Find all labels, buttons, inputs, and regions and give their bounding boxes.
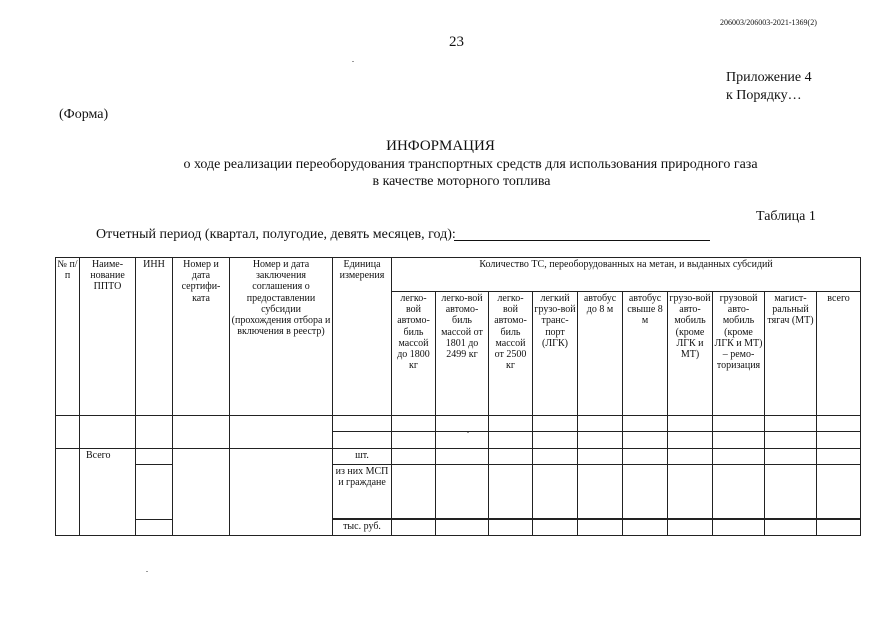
page-number: 23 bbox=[449, 34, 464, 50]
table-cell[interactable] bbox=[392, 520, 436, 536]
table-cell[interactable] bbox=[533, 520, 578, 536]
header-num: № п/п bbox=[56, 258, 80, 416]
table-cell[interactable] bbox=[436, 465, 489, 519]
table-cell[interactable] bbox=[173, 416, 230, 449]
table-cell[interactable] bbox=[623, 416, 668, 432]
table-cell[interactable] bbox=[533, 465, 578, 519]
subheader-bus-over-8m: автобус свыше 8 м bbox=[623, 292, 668, 416]
table-cell[interactable] bbox=[817, 416, 861, 432]
scan-speck bbox=[146, 571, 148, 572]
table-cell[interactable] bbox=[623, 449, 668, 465]
subheader-truck: грузо-вой авто-мобиль (кроме ЛГК и МТ) bbox=[668, 292, 713, 416]
table-cell[interactable] bbox=[578, 520, 623, 536]
unit-rub: тыс. руб. bbox=[333, 520, 392, 536]
table-cell[interactable] bbox=[765, 432, 817, 449]
table-cell[interactable] bbox=[392, 416, 436, 432]
table-cell[interactable] bbox=[136, 449, 173, 465]
subheader-light-car-2500: легко-вой автомо-биль массой от 2500 кг bbox=[489, 292, 533, 416]
table-cell[interactable] bbox=[713, 432, 765, 449]
table-cell[interactable] bbox=[392, 432, 436, 449]
table-cell[interactable] bbox=[533, 432, 578, 449]
appendix-line-1: Приложение 4 bbox=[726, 70, 812, 85]
table-cell[interactable] bbox=[56, 449, 80, 536]
subheader-light-car-1801-2499: легко-вой автомо-биль массой от 1801 до 2499 кг bbox=[436, 292, 489, 416]
reporting-period-label: Отчетный период (квартал, полугодие, девять месяцев, год): bbox=[96, 227, 456, 242]
table-cell[interactable] bbox=[578, 465, 623, 519]
document-subtitle-line-1: о ходе реализации переоборудования транспортных средств для использования природного газа bbox=[183, 157, 758, 172]
table-header-row bbox=[56, 258, 861, 292]
scan-speck bbox=[352, 61, 354, 62]
table-cell[interactable] bbox=[533, 449, 578, 465]
table-cell[interactable] bbox=[333, 416, 392, 432]
table-cell[interactable] bbox=[713, 520, 765, 536]
unit-msp: из них МСП и граждане bbox=[333, 465, 392, 519]
table-cell[interactable] bbox=[56, 416, 80, 449]
scan-speck bbox=[467, 432, 469, 433]
table-cell[interactable] bbox=[765, 416, 817, 432]
table-cell[interactable] bbox=[765, 465, 817, 519]
table-cell[interactable] bbox=[436, 432, 489, 449]
table-cell[interactable] bbox=[765, 449, 817, 465]
table-cell[interactable] bbox=[668, 520, 713, 536]
subheader-bus-8m: автобус до 8 м bbox=[578, 292, 623, 416]
table-cell[interactable] bbox=[333, 432, 392, 449]
table-cell[interactable] bbox=[623, 465, 668, 519]
table-cell[interactable] bbox=[713, 449, 765, 465]
table-cell[interactable] bbox=[817, 449, 861, 465]
subheader-truck-remotorization: грузовой авто-мобиль (кроме ЛГК и МТ) – ремо-торизация bbox=[713, 292, 765, 416]
appendix-line-2: к Порядку… bbox=[726, 88, 802, 103]
table-cell[interactable] bbox=[436, 416, 489, 432]
table-cell[interactable] bbox=[489, 449, 533, 465]
table-cell[interactable] bbox=[173, 449, 230, 536]
header-agreement: Номер и дата заключения соглашения о предоставлении субсидии (прохождения отбора и включения в реестр) bbox=[230, 258, 333, 416]
subheader-total: всего bbox=[817, 292, 861, 416]
table-cell[interactable] bbox=[578, 416, 623, 432]
document-subtitle-line-2: в качестве моторного топлива bbox=[372, 174, 551, 189]
table-cell[interactable] bbox=[436, 520, 489, 536]
subheader-light-truck: легкий грузо-вой транс-порт (ЛГК) bbox=[533, 292, 578, 416]
header-inn: ИНН bbox=[136, 258, 173, 416]
report-table bbox=[55, 257, 861, 536]
table-cell[interactable] bbox=[713, 465, 765, 519]
table-cell[interactable] bbox=[668, 449, 713, 465]
table-cell[interactable] bbox=[713, 416, 765, 432]
table-cell[interactable] bbox=[817, 465, 861, 519]
table-cell[interactable] bbox=[533, 416, 578, 432]
table-cell[interactable] bbox=[668, 416, 713, 432]
table-cell[interactable] bbox=[489, 520, 533, 536]
document-id: 206003/206003-2021-1369(2) bbox=[720, 18, 817, 27]
total-label: Всего bbox=[80, 449, 136, 536]
header-vehicle-group: Количество ТС, переоборудованных на метан, и выданных субсидий bbox=[392, 258, 861, 292]
table-cell[interactable] bbox=[392, 465, 436, 519]
table-cell[interactable] bbox=[623, 432, 668, 449]
table-cell[interactable] bbox=[230, 416, 333, 449]
table-cell[interactable] bbox=[578, 432, 623, 449]
table-cell[interactable] bbox=[489, 416, 533, 432]
table-cell[interactable] bbox=[489, 432, 533, 449]
table-cell[interactable] bbox=[80, 416, 136, 449]
table-cell[interactable] bbox=[436, 449, 489, 465]
table-row bbox=[56, 416, 861, 432]
table-cell[interactable] bbox=[668, 432, 713, 449]
table-label: Таблица 1 bbox=[756, 209, 816, 224]
header-unit: Единица измерения bbox=[333, 258, 392, 416]
table-cell[interactable] bbox=[817, 432, 861, 449]
unit-pcs: шт. bbox=[333, 449, 392, 465]
header-certificate: Номер и дата сертифи-ката bbox=[173, 258, 230, 416]
table-cell[interactable] bbox=[578, 449, 623, 465]
subheader-main-tractor: магист-ральный тягач (МТ) bbox=[765, 292, 817, 416]
table-cell[interactable] bbox=[623, 520, 668, 536]
document-title: ИНФОРМАЦИЯ bbox=[386, 138, 495, 154]
table-cell[interactable] bbox=[489, 465, 533, 519]
table-cell[interactable] bbox=[817, 520, 861, 536]
subheader-light-car-1800: легко-вой автомо-биль массой до 1800 кг bbox=[392, 292, 436, 416]
total-row bbox=[56, 449, 861, 465]
table-cell[interactable] bbox=[136, 416, 173, 449]
header-ppto-name: Наиме-нование ППТО bbox=[80, 258, 136, 416]
table-cell[interactable] bbox=[136, 520, 173, 536]
table-cell[interactable] bbox=[136, 465, 173, 520]
table-cell[interactable] bbox=[668, 465, 713, 519]
form-label: (Форма) bbox=[59, 107, 109, 122]
reporting-period-input-line[interactable] bbox=[454, 240, 710, 241]
table-cell[interactable] bbox=[765, 520, 817, 536]
table-cell[interactable] bbox=[230, 449, 333, 536]
table-cell[interactable] bbox=[392, 449, 436, 465]
